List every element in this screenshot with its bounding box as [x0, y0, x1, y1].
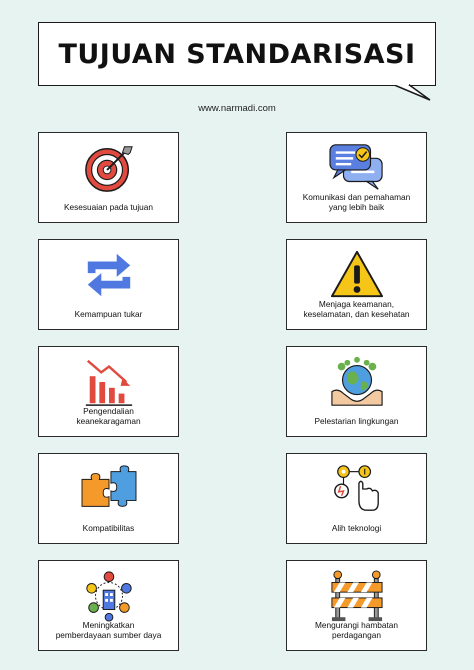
barrier-icon [328, 569, 386, 623]
card-caption: Pelestarian lingkungan [314, 416, 399, 426]
card-pengendalian [38, 346, 179, 437]
title-bubble [38, 22, 436, 86]
card-komunikasi [286, 132, 427, 223]
card-kesesuaian [38, 132, 179, 223]
card-alih-teknologi [286, 453, 427, 544]
card-pemberdayaan [38, 560, 179, 651]
declining-chart-icon [80, 355, 138, 409]
speech-bubble-tail [392, 84, 432, 102]
card-caption: Alih teknologi [331, 523, 382, 533]
card-kemampuan-tukar [38, 239, 179, 330]
card-caption-line2: keanekaragaman [76, 416, 141, 426]
card-caption: Pengendalian [83, 406, 134, 416]
card-caption-line2: perdagangan [332, 630, 381, 640]
card-caption: Komunikasi dan pemahaman [302, 192, 411, 202]
card-caption: Menjaga keamanan, [318, 299, 395, 309]
chat-bubbles-icon [328, 141, 386, 195]
card-pelestarian [286, 346, 427, 437]
warning-icon [328, 248, 386, 302]
card-caption: Kesesuaian pada tujuan [63, 202, 154, 212]
exchange-arrows-icon [80, 248, 138, 302]
card-caption-line2: yang lebih baik [328, 202, 385, 212]
card-caption: Kemampuan tukar [74, 309, 143, 319]
card-caption: Kompatibilitas [82, 523, 135, 533]
resource-network-icon [80, 569, 138, 623]
website-url: www.narmadi.com [198, 103, 276, 114]
card-hambatan [286, 560, 427, 651]
globe-in-hands-icon [328, 355, 386, 409]
puzzle-pieces-icon [80, 462, 138, 516]
card-caption-line2: pemberdayaan sumber daya [55, 630, 162, 640]
card-caption: Mengurangi hambatan [314, 620, 399, 630]
page-title: TUJUAN STANDARISASI [58, 38, 416, 70]
card-kompatibilitas [38, 453, 179, 544]
target-icon [80, 141, 138, 195]
card-caption-line2: keselamatan, dan kesehatan [303, 309, 410, 319]
card-keamanan [286, 239, 427, 330]
card-caption: Meningkatkan [82, 620, 135, 630]
tech-transfer-icon [328, 462, 386, 516]
